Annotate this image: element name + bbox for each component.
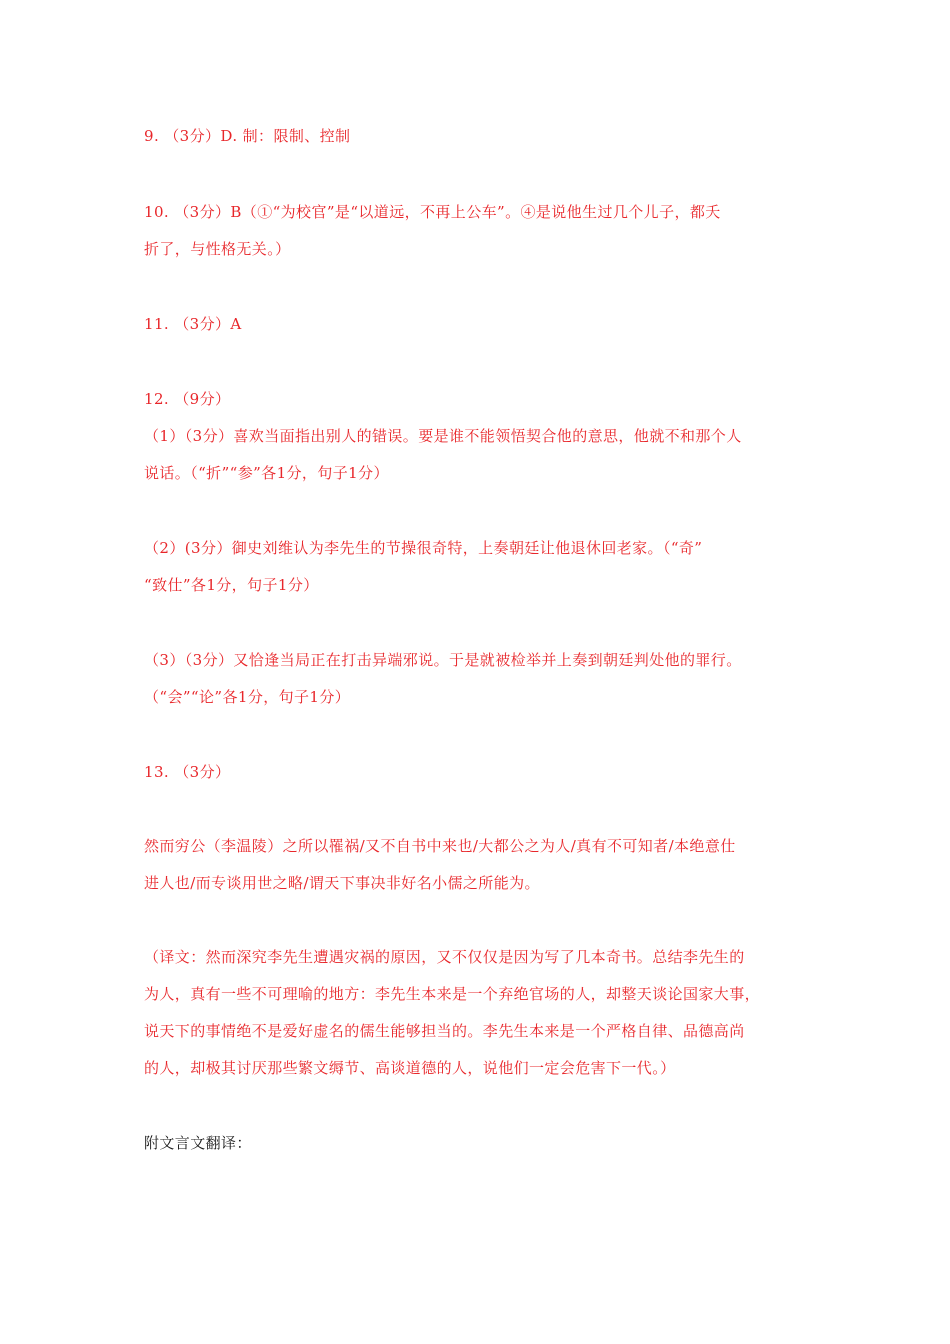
appendix-title: 附文言文翻译： [144, 1134, 252, 1152]
answer-q12-3-line1: （3）（3分）又恰逢当局正在打击异端邪说。于是就被检举并上奏到朝廷判处他的罪行。 [144, 651, 742, 669]
answer-q13: 13. （3分） [144, 763, 231, 781]
answer-q10-line1: 10. （3分）B（①“为校官”是“以道远，不再上公车”。④是说他生过几个儿子，都夭 [144, 203, 721, 221]
answer-q12-2-line2: “致仕”各1分，句子1分） [144, 576, 319, 594]
answer-q12-2-line1: （2）(3分）御史刘维认为李先生的节操很奇特，上奏朝廷让他退休回老家。（“奇” [144, 539, 703, 557]
answer-q13-line2: 进人也/而专谈用世之略/谓天下事决非好名小儒之所能为。 [144, 874, 540, 892]
answer-q11: 11. （3分）A [144, 315, 242, 333]
answer-q12: 12. （9分） [144, 390, 231, 408]
translation-line2: 为人，真有一些不可理喻的地方：李先生本来是一个弃绝官场的人，却整天谈论国家大事， [144, 985, 761, 1003]
answer-q12-1-line1: （1）（3分）喜欢当面指出别人的错误。要是谁不能领悟契合他的意思，他就不和那个人 [144, 427, 742, 445]
answer-q12-3-line2: （“会”“论”各1分，句子1分） [144, 688, 351, 706]
translation-line3: 说天下的事情绝不是爱好虚名的儒生能够担当的。李先生本来是一个严格自律、品德高尚 [144, 1022, 745, 1040]
answer-q12-1-line2: 说话。（“折”“参”各1分，句子1分） [144, 464, 389, 482]
answer-q9: 9. （3分）D. 制：限制、控制 [144, 127, 351, 145]
translation-line4: 的人，却极其讨厌那些繁文缛节、高谈道德的人，说他们一定会危害下一代。） [144, 1059, 676, 1077]
answer-q10-line2: 折了，与性格无关。） [144, 240, 291, 258]
answer-q13-line1: 然而穷公（李温陵）之所以罹祸/又不自书中来也/大都公之为人/真有不可知者/本绝意仕 [144, 837, 736, 855]
translation-line1: （译文：然而深究李先生遭遇灾祸的原因，又不仅仅是因为写了几本奇书。总结李先生的 [144, 948, 745, 966]
